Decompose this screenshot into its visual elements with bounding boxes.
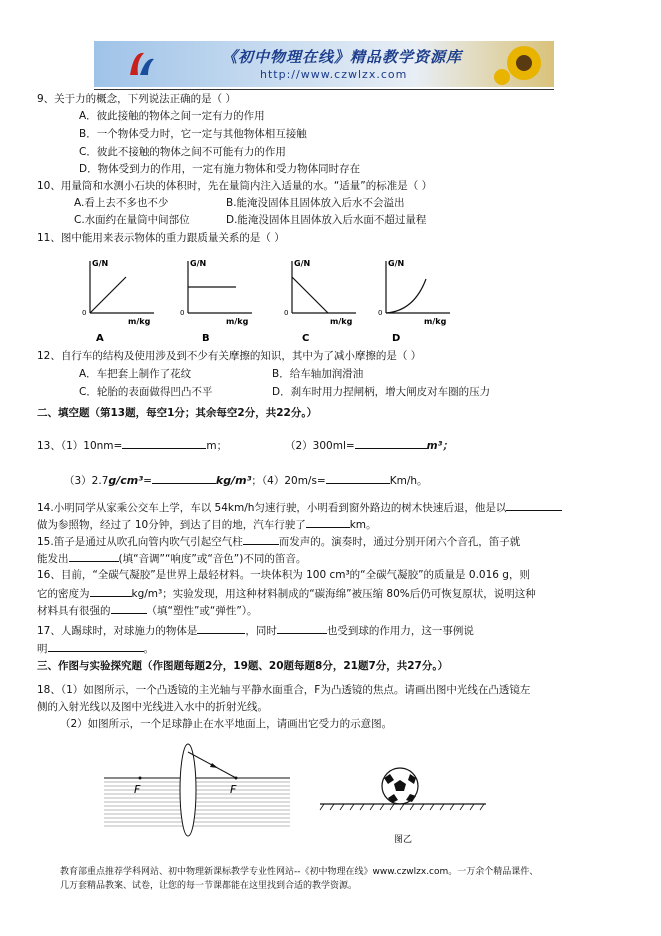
graph-b-ylabel: G/N xyxy=(190,259,207,268)
q13-part3-unit2: kg/m³ xyxy=(215,474,252,487)
q10-option-c: C.水面约在量筒中间部位 xyxy=(74,214,190,226)
q10-stem: 10、用量筒和水测小石块的体积时，先在量筒内注入适量的水。“适量”的标准是（ ） xyxy=(37,180,433,192)
water-hatch xyxy=(104,782,290,826)
section-3-heading: 三、作图与实验探究题（作图题每题2分，19题、20题每题8分，21题7分，共27分。） xyxy=(37,660,449,672)
focus-left-label: F xyxy=(134,783,141,796)
figure-b-caption: 图乙 xyxy=(394,835,413,845)
q13-part2-unit: m³； xyxy=(426,440,453,452)
q13-row1b xyxy=(285,437,453,453)
q9-option-a: A．彼此接触的物体之间一定有力的作用 xyxy=(79,110,265,122)
q15-text-4: (填“音调”“响度”或“音色”)不同的笛音。 xyxy=(118,553,307,565)
q13-part4-unit: Km/h。 xyxy=(389,475,428,487)
site-title: 《初中物理在线》精品教学资源库 xyxy=(222,48,463,66)
q13-blank-2[interactable] xyxy=(355,437,427,449)
q14-line2 xyxy=(37,516,377,532)
q18-line1: 18、（1）如图所示，一个凸透镜的主光轴与平静水面重合，F为凸透镜的焦点。请画出图中光线在凸透镜左 xyxy=(37,684,531,696)
q10-option-d: D.能淹没固体且固体放入后水面不超过量程 xyxy=(226,214,427,226)
q17-blank-2[interactable] xyxy=(277,622,327,634)
q16-text-4: （填“塑性”或“弹性”）。 xyxy=(146,605,258,617)
convex-lens xyxy=(180,744,196,836)
q18-line3: （2）如图所示，一个足球静止在水平地面上，请画出它受力的示意图。 xyxy=(60,718,393,730)
graph-c-ylabel: G/N xyxy=(294,259,311,268)
q13-row2 xyxy=(64,472,428,488)
q9-stem: 9、关于力的概念，下列说法正确的是（ ） xyxy=(37,93,237,105)
graph-c-xlabel: m/kg xyxy=(330,317,353,326)
graph-d-label: D xyxy=(392,333,401,344)
q17-line1 xyxy=(37,622,474,638)
footer-line-2: 几万套精品教案、试卷，让您的每一节课都能在这里找到合适的教学资源。 xyxy=(60,881,358,891)
q13-blank-4[interactable] xyxy=(326,472,390,484)
q17-text-4: 明 xyxy=(37,643,48,655)
q9-option-d: D．物体受到力的作用，一定有施力物体和受力物体同时存在 xyxy=(79,163,361,175)
q16-line1: 16、目前，“全碳气凝胶”是世界上最轻材料。一块体积为 100 cm³的“全碳气凝胶”的质量是 0.016 g，则 xyxy=(37,569,530,581)
q16-line3 xyxy=(37,602,258,618)
lens-diagram xyxy=(104,738,294,838)
graph-b-origin: 0 xyxy=(180,309,185,317)
graph-d-ylabel: G/N xyxy=(388,259,405,268)
q15-text-1: 15.笛子是通过从吹孔向管内吹气引起空气柱 xyxy=(37,536,243,548)
q12-option-c: C．轮胎的表面做得凹凸不平 xyxy=(79,386,213,398)
q13-part1-label: 13、（1）10nm= xyxy=(37,440,123,452)
q17-text-1: 17、人踢球时，对球施力的物体是 xyxy=(37,625,198,637)
graph-d-xlabel: m/kg xyxy=(424,317,447,326)
q16-line2 xyxy=(37,585,536,601)
focus-right-label: F xyxy=(230,783,237,796)
footer xyxy=(60,865,620,893)
q9-option-c: C．彼此不接触的物体之间不可能有力的作用 xyxy=(79,146,286,158)
ground-hatch xyxy=(320,804,484,810)
footer-line-1: 教育部重点推荐学科网站、初中物理新课标教学专业性网站--《初中物理在线》www.czwlzx.com。一万余个精品课件、 xyxy=(60,867,539,877)
q17-blank-1[interactable] xyxy=(197,622,245,634)
q9-option-b: B．一个物体受力时，它一定与其他物体相互接触 xyxy=(79,128,307,140)
q15-blank-1[interactable] xyxy=(243,533,279,545)
ray-arrow-icon xyxy=(210,763,218,768)
q17-text-5: 。 xyxy=(143,643,154,655)
graph-d-origin: 0 xyxy=(378,309,383,317)
q18-line2: 侧的入射光线以及图中光线进入水中的折射光线。 xyxy=(37,701,268,713)
graph-a-xlabel: m/kg xyxy=(128,317,151,326)
graph-c-origin: 0 xyxy=(284,309,289,317)
q13-part3-label: （3）2.7 xyxy=(64,475,109,487)
header-rule xyxy=(94,89,554,90)
graph-a-origin: 0 xyxy=(82,309,87,317)
q17-line2 xyxy=(37,640,154,656)
graph-b-label: B xyxy=(202,333,210,344)
q14-blank-1[interactable] xyxy=(506,499,562,511)
q12-option-a: A．车把套上制作了花纹 xyxy=(79,368,192,380)
q14-text-2: 做为参照物，经过了 10分钟，到达了目的地，汽车行驶了 xyxy=(37,519,306,531)
q16-blank-2[interactable] xyxy=(111,602,147,614)
q15-text-2: 而发声的。演奏时，通过分别开闭六个音孔，笛子就 xyxy=(278,536,521,548)
q17-text-2: ，同时 xyxy=(245,625,277,637)
football-diagram xyxy=(318,762,488,852)
q12-option-d: D．刹车时用力捏闸柄，增大闸皮对车圈的压力 xyxy=(272,386,491,398)
q13-part3-unit: g/cm³ xyxy=(108,474,144,487)
q16-text-3: 材料具有很强的 xyxy=(37,605,111,617)
q15-line1 xyxy=(37,533,520,549)
q17-blank-3[interactable] xyxy=(48,640,144,652)
q13-part3-eq: = xyxy=(143,475,152,487)
q13-blank-3[interactable] xyxy=(152,472,216,484)
q13-part2-label: （2）300ml= xyxy=(285,440,355,452)
section-2-heading: 二、填空题（第13题，每空1分；其余每空2分，共22分。） xyxy=(37,407,318,419)
q14-text-1: 14.小明同学从家乘公交车上学，车以 54km/h匀速行驶，小明看到窗外路边的树木快速后退，他是以 xyxy=(37,502,507,514)
q16-text-2: kg/m³；实验发现，用这种材料制成的“碳海绵”被压缩 80%后仍可恢复原状，说明这种 xyxy=(131,588,536,600)
q10-option-b: B.能淹没固体且固体放入后水不会溢出 xyxy=(226,197,405,209)
q14-line1 xyxy=(37,499,562,515)
graph-d xyxy=(374,255,454,345)
q13-part1-unit: m； xyxy=(206,440,228,452)
q15-blank-2[interactable] xyxy=(69,550,119,562)
q10-option-a: A.看上去不多也不少 xyxy=(74,197,169,209)
q15-line2 xyxy=(37,550,306,566)
q14-text-3: km。 xyxy=(349,519,377,531)
q17-text-3: 也受到球的作用力，这一事例说 xyxy=(326,625,474,637)
q12-stem: 12、自行车的结构及使用涉及到不少有关摩擦的知识，其中为了减小摩擦的是（ ） xyxy=(37,350,422,362)
q13-part4-label: ；（4）20m/s= xyxy=(251,475,326,487)
q12-option-b: B．给车轴加润滑油 xyxy=(272,368,364,380)
sunflower-icon xyxy=(494,43,548,85)
site-url: http://www.czwlzx.com xyxy=(260,68,408,81)
q16-blank-1[interactable] xyxy=(90,585,132,597)
header-banner xyxy=(94,41,554,87)
graph-c-label: C xyxy=(302,333,310,344)
graph-a-label: A xyxy=(96,333,104,344)
q13-blank-1[interactable] xyxy=(122,437,206,449)
graph-b xyxy=(176,255,256,345)
q13-row1 xyxy=(37,437,227,453)
graph-c xyxy=(280,255,360,345)
site-logo-icon xyxy=(124,47,158,81)
q14-blank-2[interactable] xyxy=(306,516,350,528)
q15-text-3: 能发出 xyxy=(37,553,69,565)
graph-a xyxy=(78,255,158,345)
q16-text-1: 它的密度为 xyxy=(37,588,90,600)
graph-b-xlabel: m/kg xyxy=(226,317,249,326)
q11-stem: 11、图中能用来表示物体的重力跟质量关系的是（ ） xyxy=(37,232,285,244)
graph-a-ylabel: G/N xyxy=(92,259,109,268)
